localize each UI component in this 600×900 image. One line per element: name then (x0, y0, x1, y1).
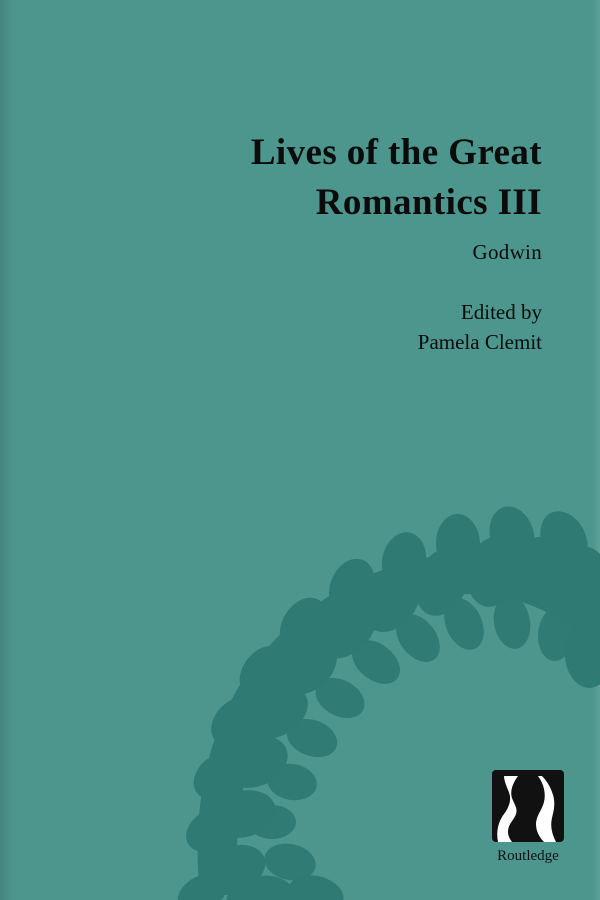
edited-by-label: Edited by (460, 300, 542, 324)
book-title (72, 128, 542, 227)
book-subtitle: Godwin (472, 240, 542, 264)
title-line-2: Romantics III (315, 181, 542, 223)
routledge-logo (452, 770, 564, 866)
routledge-wordmark: Routledge (497, 848, 559, 864)
editor-credit (72, 297, 542, 358)
editor-name: Pamela Clemit (417, 330, 542, 355)
spine-shading (0, 0, 14, 900)
title-line-1: Lives of the Great (250, 132, 542, 173)
